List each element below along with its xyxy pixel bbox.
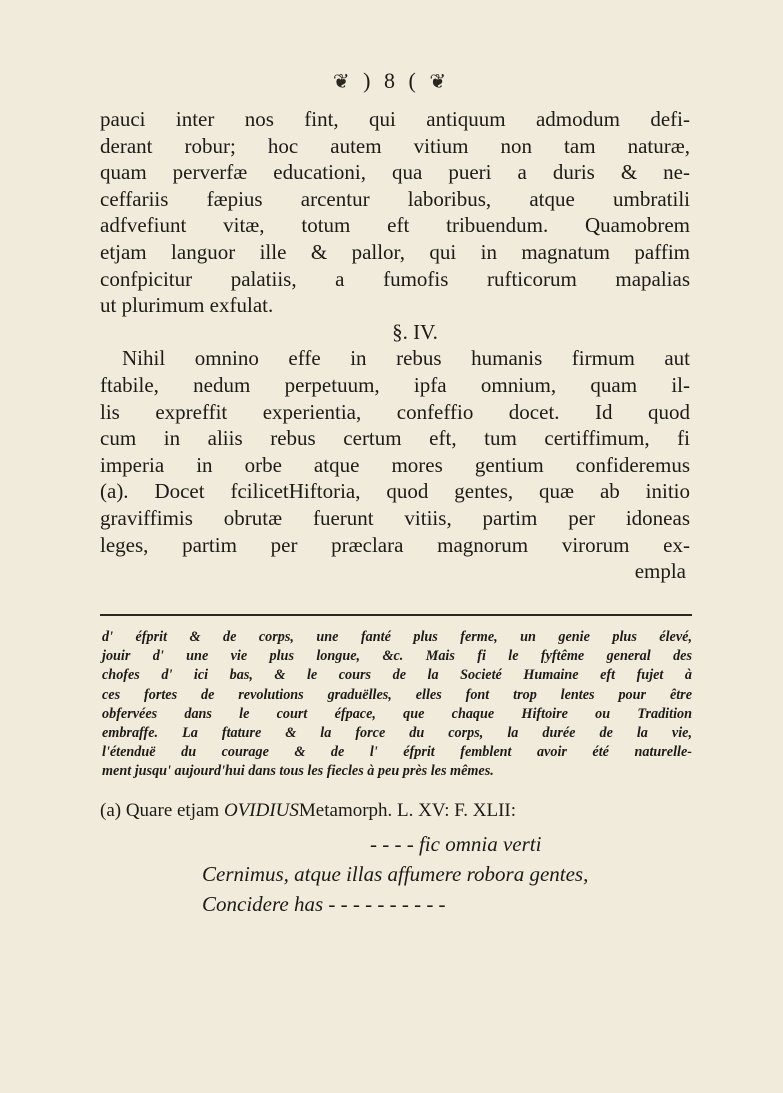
page-number: ) 8 ( bbox=[363, 68, 420, 93]
section-heading: §. IV. bbox=[392, 319, 438, 344]
text-line: graviffimis obrutæ fuerunt vitiis, partim per idoneas bbox=[100, 505, 690, 530]
note-line: ces fortes de revolutions graduëlles, elles font trop lentes pour être bbox=[102, 686, 692, 703]
text-line: Nihil omnino effe in rebus humanis firmum aut bbox=[122, 346, 690, 371]
note-line: chofes d' ici bas, & le cours de la Societé Humaine eft fujet à bbox=[102, 667, 692, 684]
text-line: quam perverfæ educationi, qua pueri a duris & ne- bbox=[100, 160, 690, 185]
quote-author: OVIDIUS bbox=[223, 800, 299, 821]
note-line: obfervées dans le court éfpace, que chaque Hiftoire ou Tradition bbox=[102, 705, 692, 722]
text-line: lis expreffit experientia, confeffio docet. Id quod bbox=[100, 399, 690, 424]
note-line: d' éfprit & de corps, une fanté plus ferme, un genie plus élevé, bbox=[102, 629, 692, 645]
catchword: empla bbox=[634, 559, 686, 584]
note-line: embraffe. La ftature & la force du corps, la durée de la vie, bbox=[102, 725, 692, 742]
text-line: confpicitur palatiis, a fumofis rufticorum mapalias bbox=[100, 266, 690, 291]
page-header bbox=[0, 68, 783, 94]
left-ornament-icon: ❦ bbox=[332, 71, 354, 93]
note-line: l'étenduë du courage & de l' éfprit femblent avoir été naturelle- bbox=[102, 744, 692, 761]
verse-line-1: - - - - fic omnia verti bbox=[370, 832, 542, 856]
right-ornament-icon: ❦ bbox=[429, 71, 451, 93]
text-line: adfvefiunt vitæ, totum eft tribuendum. Quamobrem bbox=[100, 213, 690, 238]
text-line: ftabile, nedum perpetuum, ipfa omnium, quam il- bbox=[100, 372, 690, 397]
main-text bbox=[100, 106, 690, 585]
note-line: jouir d' une vie plus longue, &c. Mais fi le fyftême general des bbox=[102, 648, 692, 665]
text-line: leges, partim per præclara magnorum virorum ex- bbox=[100, 532, 690, 557]
quote-prefix: (a) Quare etjam bbox=[100, 800, 220, 821]
text-line: ut plurimum exfulat. bbox=[100, 293, 274, 318]
text-line: pauci inter nos fint, qui antiquum admodum defi- bbox=[100, 107, 690, 131]
text-line: etjam languor ille & pallor, qui in magnatum paffim bbox=[100, 239, 690, 264]
footnote-text bbox=[102, 628, 692, 782]
note-line: ment jusqu' aujourd'hui dans tous les fiecles à peu près les mêmes. bbox=[102, 763, 494, 780]
verse-line-3: Concidere has - - - - - - - - - - bbox=[202, 892, 446, 916]
text-line: derant robur; hoc autem vitium non tam naturæ, bbox=[100, 133, 690, 158]
text-line: cum in aliis rebus certum eft, tum certiffimum, fi bbox=[100, 426, 690, 451]
quote-reference bbox=[100, 800, 690, 822]
text-line: ceffariis fæpius arcentur laboribus, atque umbratili bbox=[100, 186, 690, 211]
quote-suffix: Metamorph. L. XV: F. XLII: bbox=[298, 800, 517, 821]
text-line: (a). Docet fcilicetHiftoria, quod gentes, quæ ab initio bbox=[100, 479, 690, 504]
verse-line-2: Cernimus, atque illas affumere robora gentes, bbox=[202, 862, 589, 886]
footnote-rule bbox=[100, 614, 692, 616]
text-line: imperia in orbe atque mores gentium confideremus bbox=[100, 452, 690, 477]
